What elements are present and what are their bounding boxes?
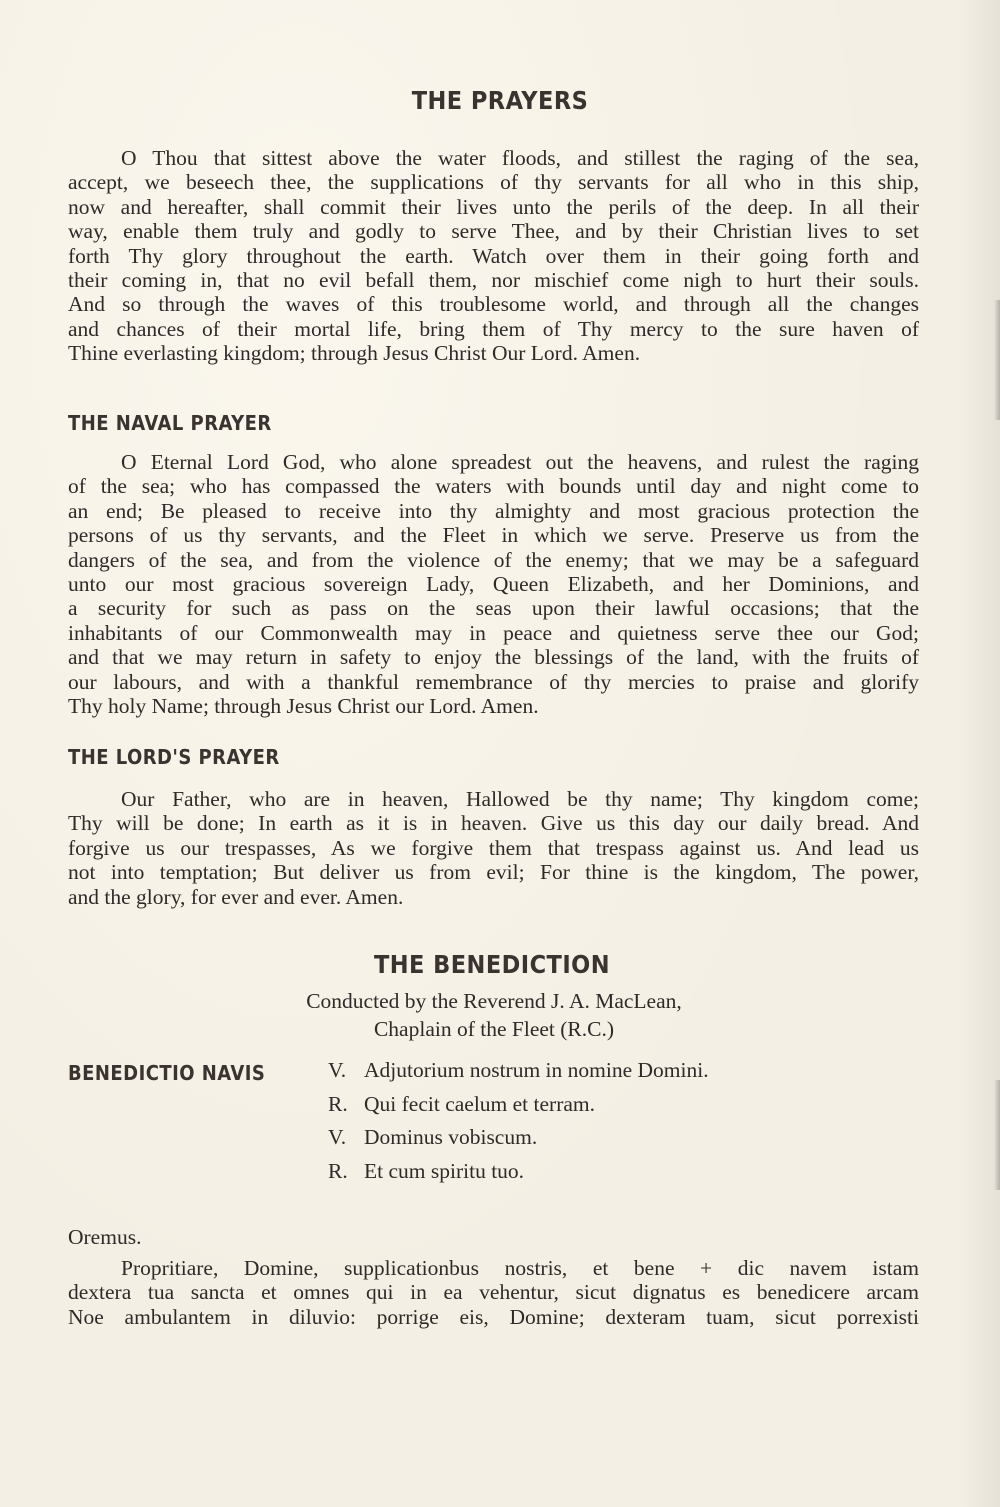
paragraph-line: not into temptation; But deliver us from evil; For thine is the kingdom, The power,: [68, 860, 919, 885]
response-text: Et cum spiritu tuo.: [364, 1158, 525, 1183]
conducted-by: Conducted by the Reverend J. A. MacLean,: [306, 989, 682, 1013]
oremus: Oremus.: [68, 1225, 142, 1249]
versicle: [328, 1058, 709, 1092]
page-edge-shadow: [994, 1080, 1000, 1190]
benediction-title: THE BENEDICTION: [373, 950, 611, 979]
lords-prayer-paragraph: [68, 787, 919, 909]
paragraph-line: now and hereafter, shall commit their lives unto the perils of the deep. In all their: [68, 194, 919, 219]
response-mark: R.: [328, 1091, 348, 1116]
paragraph-line: an end; Be pleased to receive into thy almighty and most gracious protection the: [68, 498, 919, 523]
paragraph-line: forth Thy glory throughout the earth. Watch over them in their going forth and: [68, 243, 919, 268]
paragraph-line: unto our most gracious sovereign Lady, Queen Elizabeth, and her Dominions, and: [68, 571, 919, 596]
paragraph-line: accept, we beseech thee, the supplications of thy servants for all who in this ship,: [68, 170, 919, 195]
naval-prayer-title: THE NAVAL PRAYER: [68, 411, 272, 435]
paragraph-line: Thy holy Name; through Jesus Christ our Lord. Amen.: [68, 693, 539, 718]
paragraph-line: forgive us our trespasses, As we forgive them that trespass against us. And lead us: [68, 835, 919, 860]
versicle-text: Dominus vobiscum.: [364, 1125, 538, 1149]
response-text: Qui fecit caelum et terram.: [364, 1091, 596, 1116]
paragraph-line: Thy will be done; In earth as it is in heaven. Give us this day our daily bread. And: [68, 811, 919, 836]
versicle-mark: V.: [328, 1058, 347, 1082]
lords-prayer-title: THE LORD'S PRAYER: [68, 745, 280, 769]
paragraph-line: a security for such as pass on the seas upon their lawful occasions; that the: [68, 596, 919, 621]
paragraph-line: way, enable them truly and godly to serve Thee, and by their Christian lives to set: [68, 219, 919, 244]
paragraph-line: their coming in, that no evil befall them, nor mischief come nigh to hurt their souls.: [68, 267, 919, 292]
paragraph-line: Our Father, who are in heaven, Hallowed be thy name; Thy kingdom come;: [121, 787, 919, 811]
paragraph-line: inhabitants of our Commonwealth may in peace and quietness serve thee our God;: [68, 620, 919, 645]
paragraph-line: O Thou that sittest above the water floods, and stillest the raging of the sea,: [121, 146, 919, 170]
paragraph-line: our labours, and with a thankful remembrance of thy mercies to praise and glorify: [68, 669, 919, 694]
paragraph-line: O Eternal Lord God, who alone spreadest out the heavens, and rulest the raging: [121, 450, 919, 474]
versicle: [328, 1125, 709, 1159]
paragraph-line: persons of us thy servants, and the Fleet in which we serve. Preserve us from the: [68, 523, 919, 548]
paragraph-line: and that we may return in safety to enjoy the blessings of the land, with the fruits of: [68, 645, 919, 670]
paragraph-line: Propritiare, Domine, supplicationbus nostris, et bene + dic navem istam: [121, 1256, 919, 1280]
paragraph-line: Thine everlasting kingdom; through Jesus Christ Our Lord. Amen.: [68, 341, 641, 366]
paragraph-line: and chances of their mortal life, bring them of Thy mercy to the sure haven of: [68, 316, 919, 341]
versicle-mark: V.: [328, 1125, 347, 1149]
naval-prayer-paragraph: [68, 450, 919, 718]
latin-prayer-paragraph: [68, 1256, 919, 1329]
response: [328, 1159, 709, 1193]
chaplain-title: Chaplain of the Fleet (R.C.): [373, 1017, 615, 1041]
paragraph-line: dextera tua sancta et omnes qui in ea vehentur, sicut dignatus es benedicere arcam: [68, 1280, 919, 1305]
versicles-list: [328, 1058, 709, 1192]
paragraph-line: dangers of the sea, and from the violence of the enemy; that we may be a safeguard: [68, 547, 919, 572]
benedictio-navis-label: BENEDICTIO NAVIS: [68, 1061, 266, 1085]
versicle-text: Adjutorium nostrum in nomine Domini.: [364, 1058, 709, 1082]
page-edge-shadow: [994, 300, 1000, 420]
paragraph-line: And so through the waves of this troublesome world, and through all the changes: [68, 292, 919, 317]
response-mark: R.: [328, 1158, 348, 1183]
prayers-paragraph: [68, 146, 919, 366]
paragraph-line: Noe ambulantem in diluvio: porrige eis, Domine; dexteram tuam, sicut porrexisti: [68, 1304, 919, 1329]
response: [328, 1092, 709, 1126]
paragraph-line: and the glory, for ever and ever. Amen.: [68, 884, 404, 909]
paragraph-line: of the sea; who has compassed the waters with bounds until day and night come to: [68, 474, 919, 499]
prayers-title: THE PRAYERS: [411, 86, 589, 115]
